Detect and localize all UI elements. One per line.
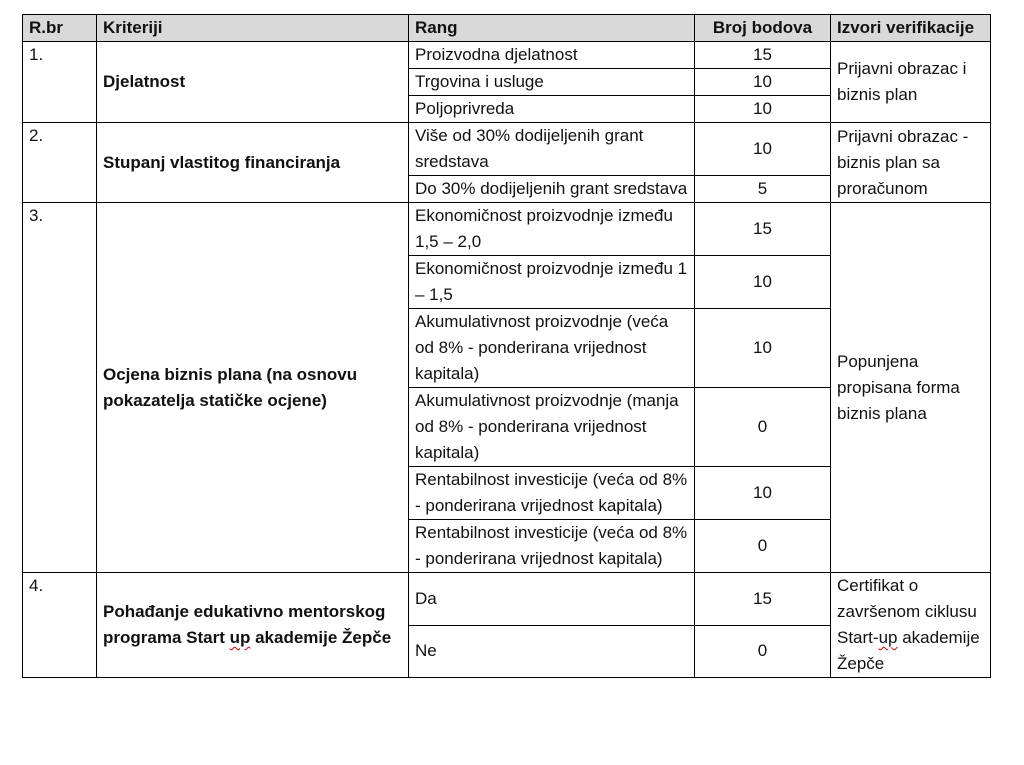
- verification-cell: [831, 573, 991, 678]
- points-cell: 10: [695, 467, 831, 520]
- rank-cell: Akumulativnost proizvodnje (veća od 8% - ponderirana vrijednost kapitala): [409, 309, 695, 388]
- criterion-text: Pohađanje edukativno mentorskog programa Start: [103, 602, 386, 647]
- table-row: [23, 203, 991, 256]
- points-cell: 0: [695, 625, 831, 678]
- rank-cell: Ne: [409, 625, 695, 678]
- criterion-text-end: akademije Žepče: [250, 628, 392, 647]
- points-cell: 0: [695, 520, 831, 573]
- criterion-cell: Ocjena biznis plana (na osnovu pokazatelja statičke ocjene): [97, 203, 409, 573]
- header-izvori-verifikacije: Izvori verifikacije: [831, 15, 991, 42]
- verification-text-end: akademije Žepče: [837, 628, 980, 673]
- criterion-cell: Djelatnost: [97, 42, 409, 123]
- points-cell: 15: [695, 203, 831, 256]
- verification-cell: Prijavni obrazac - biznis plan sa proračunom: [831, 123, 991, 203]
- points-cell: 10: [695, 69, 831, 96]
- rank-cell: Poljoprivreda: [409, 96, 695, 123]
- criteria-table-container: [22, 14, 991, 678]
- header-kriteriji: Kriteriji: [97, 15, 409, 42]
- spellcheck-word: up: [229, 628, 251, 647]
- rank-cell: Rentabilnost investicije (veća od 8% - ponderirana vrijednost kapitala): [409, 520, 695, 573]
- row-number: 1.: [23, 42, 97, 123]
- rank-cell: Rentabilnost investicije (veća od 8% - ponderirana vrijednost kapitala): [409, 467, 695, 520]
- row-number: 2.: [23, 123, 97, 203]
- rank-cell: Trgovina i usluge: [409, 69, 695, 96]
- points-cell: 15: [695, 42, 831, 69]
- verification-cell: Popunjena propisana forma biznis plana: [831, 203, 991, 573]
- rank-cell: Ekonomičnost proizvodnje između 1 – 1,5: [409, 256, 695, 309]
- verification-cell: Prijavni obrazac i biznis plan: [831, 42, 991, 123]
- verification-text: Certifikat o završenom ciklusu Start-: [837, 576, 977, 647]
- criterion-cell: [97, 573, 409, 678]
- points-cell: 10: [695, 96, 831, 123]
- criterion-cell: Stupanj vlastitog financiranja: [97, 123, 409, 203]
- points-cell: 0: [695, 388, 831, 467]
- header-broj-bodova: Broj bodova: [695, 15, 831, 42]
- header-rbr: R.br: [23, 15, 97, 42]
- criteria-table: [22, 14, 991, 678]
- rank-cell: Do 30% dodijeljenih grant sredstava: [409, 176, 695, 203]
- table-row: [23, 573, 991, 626]
- rank-cell: Više od 30% dodijeljenih grant sredstava: [409, 123, 695, 176]
- points-cell: 5: [695, 176, 831, 203]
- points-cell: 15: [695, 573, 831, 626]
- points-cell: 10: [695, 309, 831, 388]
- spellcheck-word: up: [878, 628, 898, 647]
- row-number: 4.: [23, 573, 97, 678]
- rank-cell: Da: [409, 573, 695, 626]
- table-header-row: [23, 15, 991, 42]
- table-row: [23, 42, 991, 69]
- row-number: 3.: [23, 203, 97, 573]
- rank-cell: Akumulativnost proizvodnje (manja od 8% - ponderirana vrijednost kapitala): [409, 388, 695, 467]
- points-cell: 10: [695, 123, 831, 176]
- rank-cell: Ekonomičnost proizvodnje između 1,5 – 2,0: [409, 203, 695, 256]
- table-row: [23, 123, 991, 176]
- rank-cell: Proizvodna djelatnost: [409, 42, 695, 69]
- points-cell: 10: [695, 256, 831, 309]
- header-rang: Rang: [409, 15, 695, 42]
